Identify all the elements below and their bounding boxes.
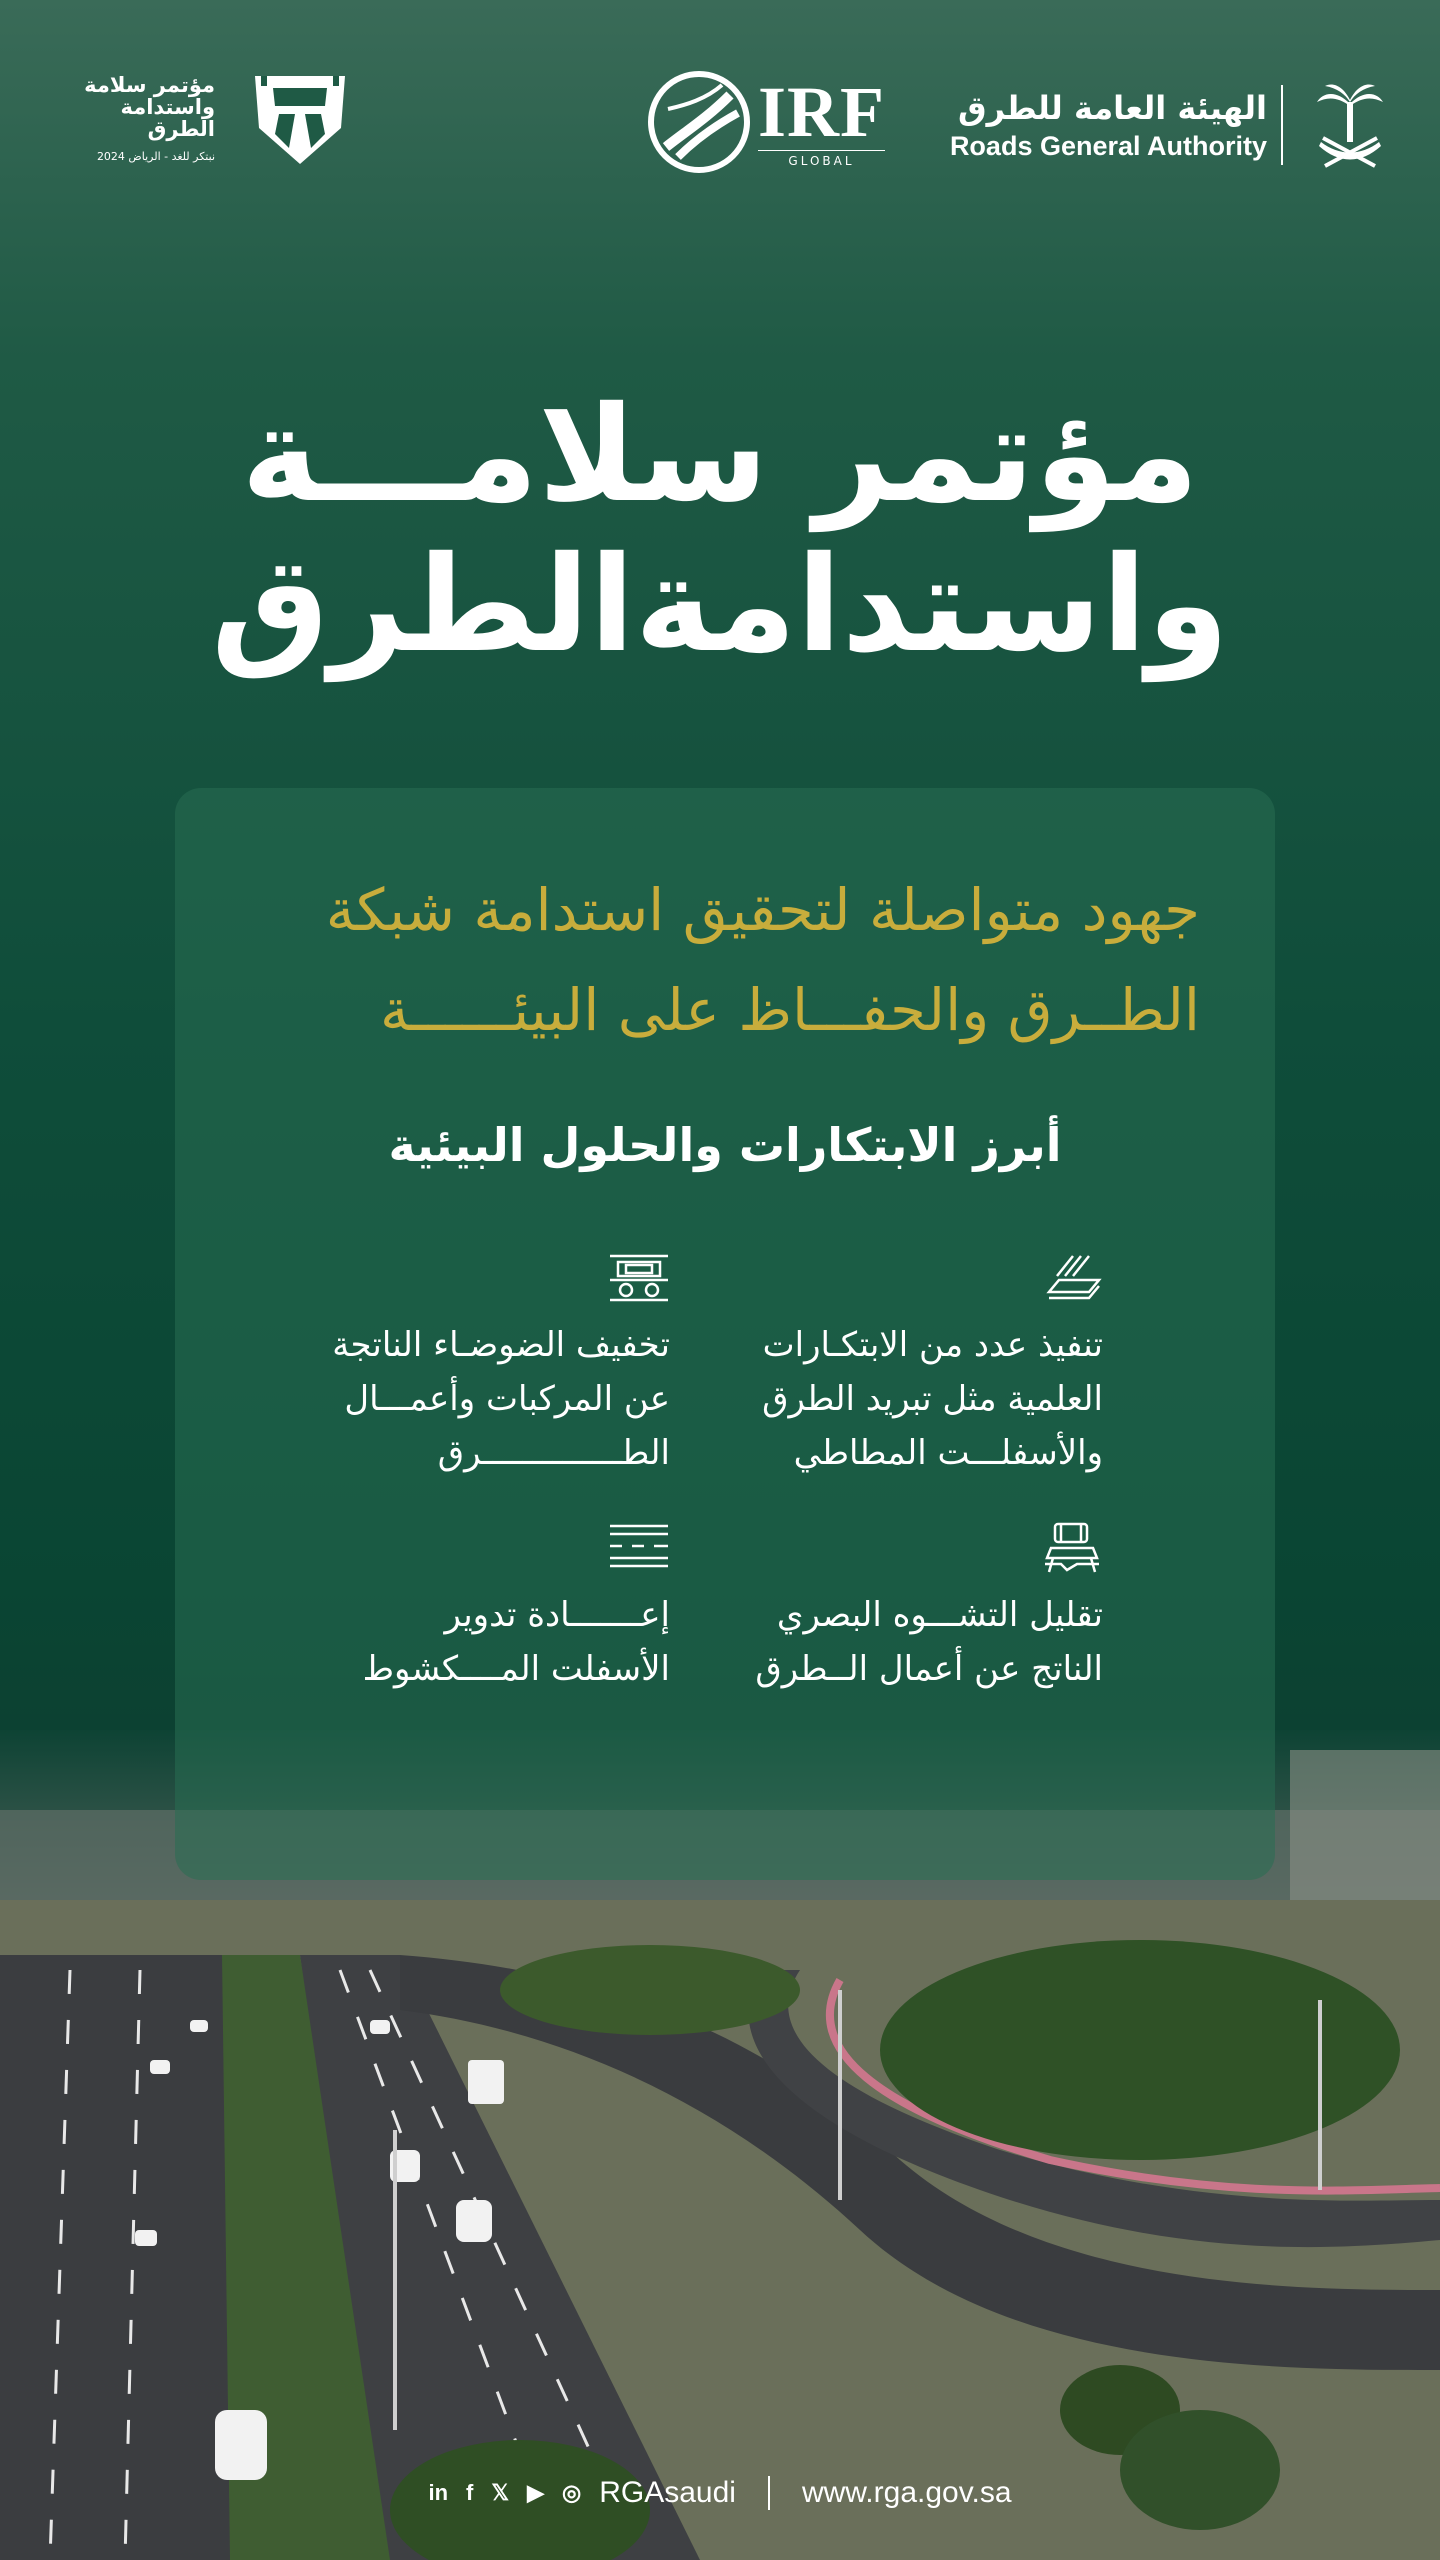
footer: [0, 2476, 1440, 2510]
authority-name-en: Roads General Authority: [949, 130, 1267, 161]
conference-logo-text: مؤتمر سلامة واستدامة الطرق نبتكر للغد - الرياض 2024: [84, 73, 215, 163]
rga-logo: [950, 70, 1385, 180]
social-handle[interactable]: RGAsaudi: [599, 2476, 736, 2509]
website-link[interactable]: www.rga.gov.sa: [801, 2476, 1012, 2509]
main-title: مؤتمر سلامـــة واستدامةالطرق: [211, 378, 1229, 682]
header: [55, 60, 1385, 180]
logo-divider: [1281, 85, 1283, 165]
footer-divider: [768, 2476, 770, 2510]
asphalt-recycle-icon: [608, 1520, 670, 1574]
road-damage-icon: [1041, 1520, 1103, 1574]
x-icon[interactable]: 𝕏: [491, 2480, 510, 2505]
irf-logo: [646, 64, 885, 179]
irf-sub: GLOBAL: [758, 150, 885, 168]
section-heading: أبرز الابتكارات والحلول البيئية: [388, 1118, 1062, 1172]
linkedin-icon[interactable]: in: [428, 2480, 449, 2505]
irf-wordmark: IRF: [758, 71, 885, 152]
authority-name-ar: الهيئة العامة للطرق: [958, 88, 1267, 127]
facebook-icon[interactable]: f: [466, 2480, 474, 2505]
instagram-icon[interactable]: ◎: [562, 2480, 582, 2505]
asphalt-layers-icon: [1043, 1250, 1105, 1304]
road-machine-icon: [608, 1250, 670, 1304]
irf-globe-icon: [646, 69, 752, 175]
conference-shield-icon: [245, 68, 355, 168]
palm-swords-icon: [1315, 80, 1385, 170]
youtube-icon[interactable]: ▶: [527, 2480, 545, 2505]
conference-logo: [55, 68, 355, 178]
subtitle: جهود متواصلة لتحقيق استدامة شبكة الطــرق والحفـــاظ على البيئــــــة: [325, 876, 1200, 1044]
